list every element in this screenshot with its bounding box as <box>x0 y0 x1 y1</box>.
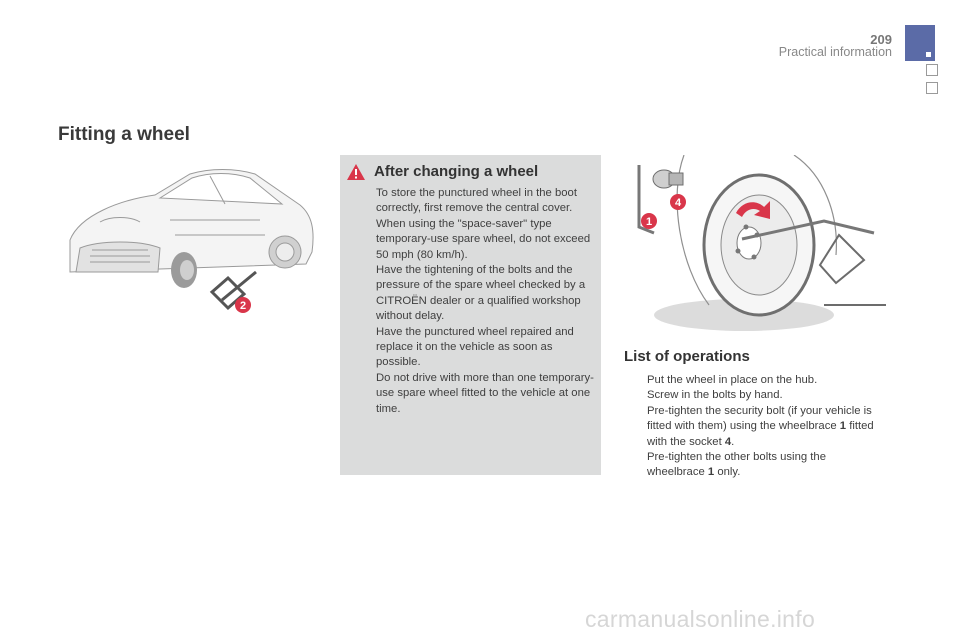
chapter-tab-active[interactable] <box>905 25 935 61</box>
svg-text:1: 1 <box>645 216 653 228</box>
list-item: Pre-tighten the other bolts using the wheelbrace 1 only. <box>647 451 826 479</box>
tab-marker-icon <box>926 52 931 57</box>
wheel-hub-icon <box>171 252 197 288</box>
operations-heading: List of operations <box>624 348 750 365</box>
warning-icon <box>347 164 365 180</box>
callout-1-icon <box>641 213 657 229</box>
page-heading: Fitting a wheel <box>58 124 190 145</box>
list-item: Put the wheel in place on the hub. <box>647 374 818 386</box>
notice-paragraph: Have the punctured wheel repaired and replace it on the vehicle as soon as possible. <box>376 325 574 369</box>
callout-2-icon <box>235 297 251 313</box>
svg-text:2: 2 <box>239 300 247 312</box>
notice-paragraph: Do not drive with more than one temporary-use spare wheel fitted to the vehicle at one time. <box>376 371 594 415</box>
section-title: Practical information <box>778 45 892 59</box>
notice-paragraph: Have the tightening of the bolts and the pressure of the spare wheel checked by a CITROËN dealer or a qualified workshop without delay. <box>376 264 586 323</box>
notice-paragraph: When using the "space-saver" type temporary-use spare wheel, do not exceed 50 mph (80 km/h). <box>376 217 591 261</box>
chapter-tab-empty[interactable] <box>926 82 938 94</box>
list-item: Screw in the bolts by hand. <box>647 389 783 402</box>
notice-heading: After changing a wheel <box>374 163 539 180</box>
svg-text:4: 4 <box>674 197 682 209</box>
notice-paragraph: To store the punctured wheel in the boot correctly, first remove the central cover. <box>376 187 577 215</box>
callout-4-icon <box>670 194 686 210</box>
list-item: Pre-tighten the security bolt (if your vehicle is fitted with them) using the wheelbrace 1 fitted with the socket 4. <box>647 404 874 448</box>
page-number: 209 <box>870 32 892 47</box>
chapter-tab-empty[interactable] <box>926 64 938 76</box>
operations-list <box>624 373 886 481</box>
warning-notice <box>340 155 601 475</box>
wheel-icon <box>704 175 814 315</box>
car-jack-illustration <box>60 160 330 320</box>
socket-icon <box>653 170 683 188</box>
notice-body <box>376 186 594 417</box>
watermark: carmanualsonline.info <box>585 606 816 632</box>
jack-icon <box>820 235 886 305</box>
wheel-fitting-illustration <box>624 155 886 335</box>
